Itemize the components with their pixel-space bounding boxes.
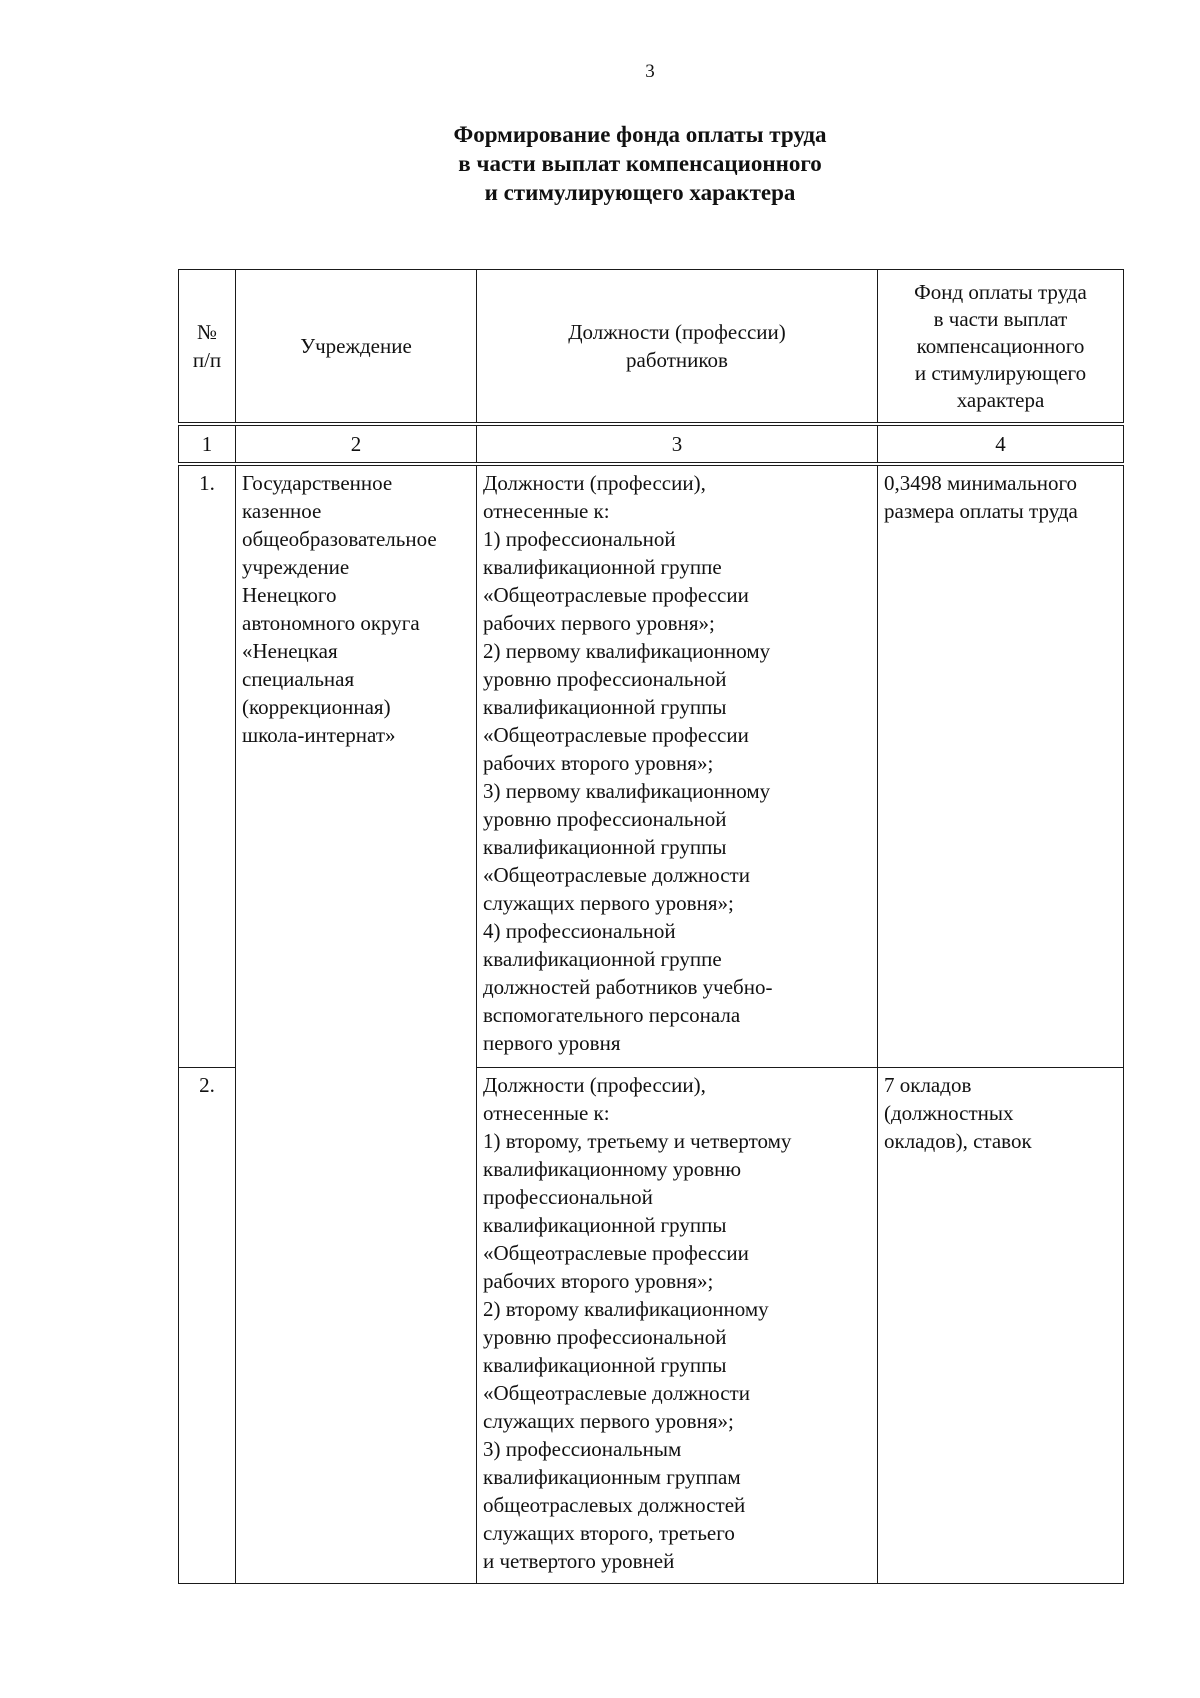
institution-line: казенное [242,499,322,523]
positions-line: Должности (профессии), [483,471,706,495]
positions-line: 3) профессиональным [483,1437,682,1461]
column-number: 3 [477,424,878,464]
positions-line: вспомогательного персонала [483,1003,741,1027]
fund-line: 7 окладов [884,1073,972,1097]
institution-line: школа-интернат» [242,723,396,747]
document-title [180,120,1100,207]
header-line: и стимулирующего [914,360,1087,385]
positions-line: служащих первого уровня»; [483,891,734,915]
positions-line: 3) первому квалификационному [483,779,771,803]
positions-line: квалификационной группе [483,555,722,579]
positions-line: квалификационной группе [483,947,722,971]
positions-line: отнесенные к: [483,499,610,523]
column-number: 2 [236,424,477,464]
positions-line: 1) второму, третьему и четвертому [483,1129,792,1153]
header-line: работников [626,348,728,372]
header-line: Фонд оплаты труда [914,279,1087,304]
column-number-row [179,424,1124,464]
positions-line: «Общеотраслевые профессии [483,723,749,747]
column-number: 1 [179,424,236,464]
header-institution [236,270,477,425]
positions-line: квалификационной группы [483,1353,727,1377]
positions-line: Должности (профессии), [483,1073,706,1097]
positions-line: должностей работников учебно- [483,975,773,999]
header-number [179,270,236,425]
fund-line: размера оплаты труда [884,499,1078,523]
column-number: 4 [878,424,1124,464]
positions-line: рабочих второго уровня»; [483,751,714,775]
positions-line: «Общеотраслевые профессии [483,1241,749,1265]
positions-line: отнесенные к: [483,1101,610,1125]
positions-line: и четвертого уровней [483,1549,675,1573]
positions-line: квалификационной группы [483,1213,727,1237]
positions-line: квалификационной группы [483,695,727,719]
institution-line: специальная [242,667,355,691]
header-positions [477,270,878,425]
institution-line: общеобразовательное [242,527,437,551]
positions-line: 4) профессиональной [483,919,676,943]
fund-line: окладов), ставок [884,1129,1032,1153]
institution-line: автономного округа [242,611,420,635]
positions-line: уровню профессиональной [483,1325,727,1349]
table-header-row [179,270,1124,425]
positions-line: «Общеотраслевые должности [483,1381,750,1405]
fund-line: 0,3498 минимального [884,471,1078,495]
header-line: п/п [192,348,222,372]
positions-line: 2) второму квалификационному [483,1297,769,1321]
title-line: и стимулирующего характера [484,180,796,205]
header-line: Должности (профессии) [568,320,786,344]
positions-line: служащих первого уровня»; [483,1409,734,1433]
positions-line: уровню профессиональной [483,667,727,691]
positions-line: квалификационным группам [483,1465,741,1489]
header-line: характера [956,387,1045,412]
header-line: компенсационного [916,333,1085,358]
title-line: Формирование фонда оплаты труда [453,122,827,147]
payroll-fund-table [178,269,1124,1584]
institution-line: (коррекционная) [242,695,391,719]
positions-line: квалификационному уровню [483,1157,742,1181]
positions-line: служащих второго, третьего [483,1521,735,1545]
row-number: 2. [179,1068,236,1584]
positions-line: «Общеотраслевые профессии [483,583,749,607]
institution-cell [236,464,477,1584]
positions-line: квалификационной группы [483,835,727,859]
positions-line: рабочих второго уровня»; [483,1269,714,1293]
page-number: 3 [645,61,655,82]
institution-line: Ненецкого [242,583,337,607]
institution-line: Государственное [242,471,393,495]
header-fund [878,270,1124,425]
fund-cell [878,1068,1124,1584]
positions-line: уровню профессиональной [483,807,727,831]
header-line: в части выплат [933,306,1068,331]
institution-line: учреждение [242,555,350,579]
table-row [179,464,1124,1068]
row-number: 1. [179,464,236,1068]
title-line: в части выплат компенсационного [458,151,822,176]
positions-line: 1) профессиональной [483,527,676,551]
header-line: № [196,320,218,344]
positions-cell [477,1068,878,1584]
fund-line: (должностных [884,1101,1014,1125]
positions-line: первого уровня [483,1031,621,1055]
positions-line: «Общеотраслевые должности [483,863,750,887]
positions-line: 2) первому квалификационному [483,639,771,663]
positions-line: профессиональной [483,1185,653,1209]
positions-line: рабочих первого уровня»; [483,611,715,635]
positions-cell [477,464,878,1068]
fund-cell [878,464,1124,1068]
positions-line: общеотраслевых должностей [483,1493,746,1517]
institution-line: «Ненецкая [242,639,338,663]
header-line: Учреждение [300,334,412,358]
